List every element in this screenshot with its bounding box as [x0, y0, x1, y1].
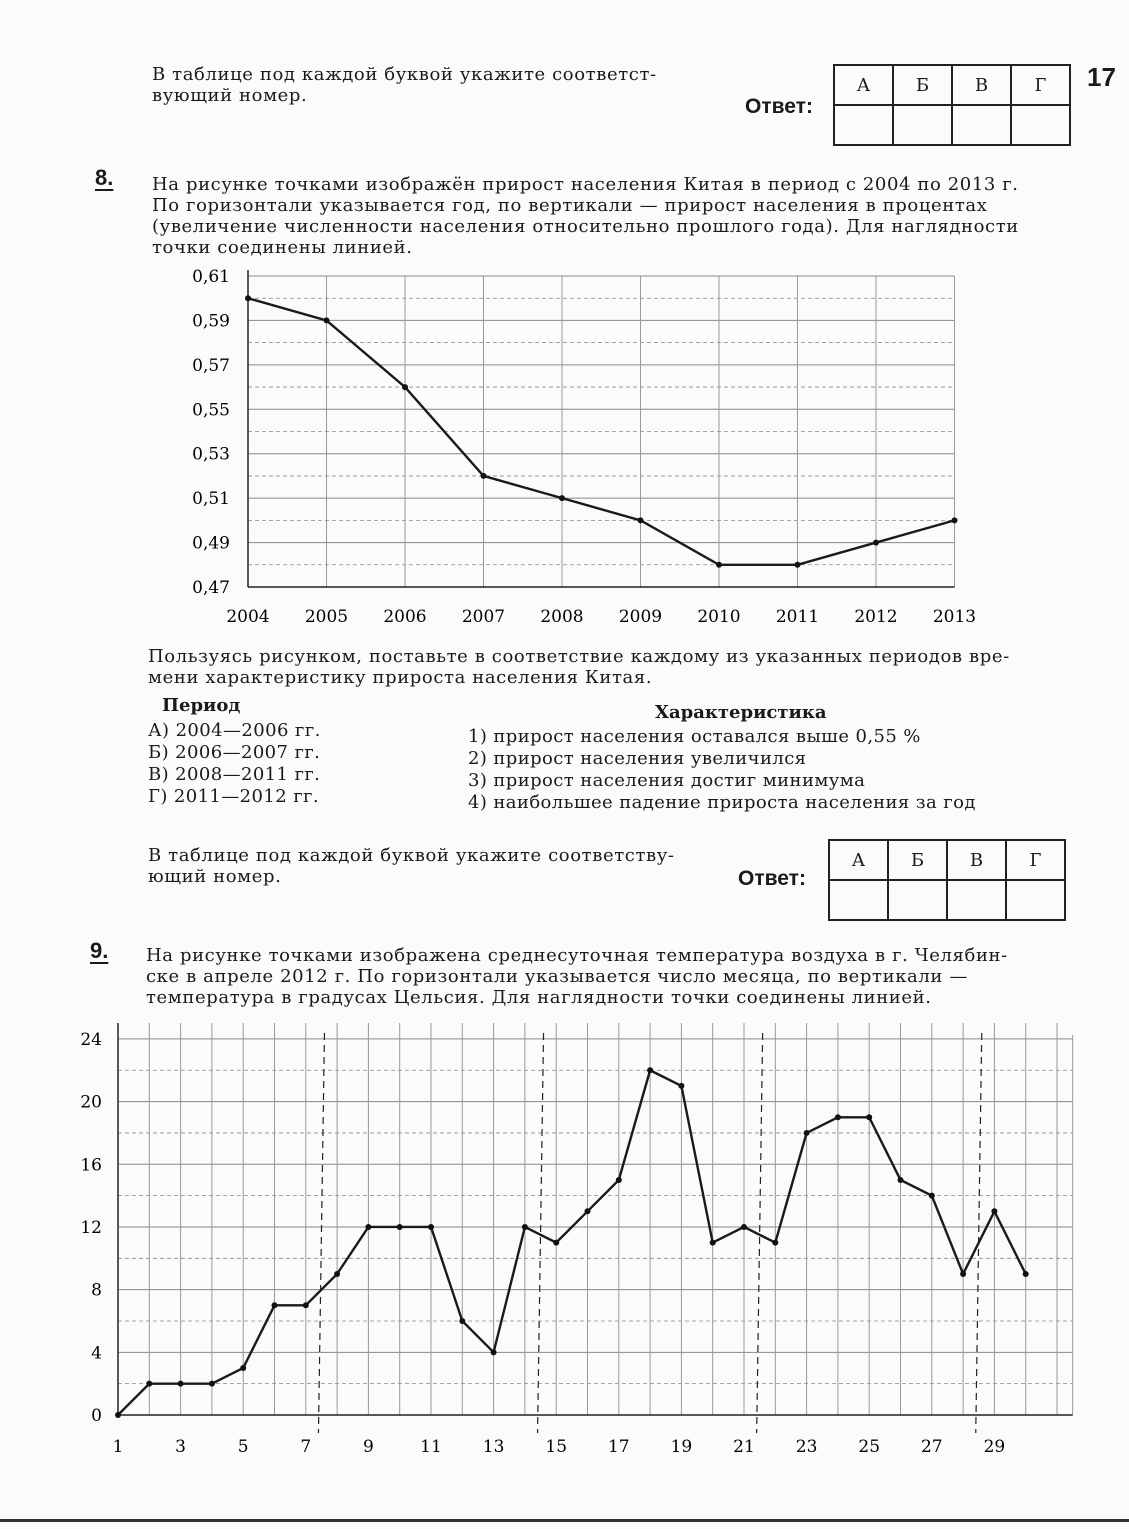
data-point [491, 1349, 497, 1355]
period-item: Б) 2006—2007 гг. [148, 742, 321, 763]
answer-letter: А [834, 65, 893, 105]
y-tick-label: 4 [91, 1343, 102, 1364]
data-point [898, 1177, 904, 1183]
task8-answer-label: Ответ: [738, 867, 806, 890]
data-point [428, 1224, 434, 1230]
x-tick-label: 2012 [854, 607, 898, 627]
task8-text: На рисунке точками изображён прирост населения Китая в период с 2004 по 2013 г. По горизонтали указывается год, по вертикали — прирост населения в процентах (увеличение численности населения относительно прошлого года). Для наглядности точки соединены линией. [152, 174, 1019, 258]
data-point [710, 1240, 716, 1246]
data-point [240, 1365, 246, 1371]
answer-letter: Г [1006, 840, 1065, 880]
y-tick-label: 0,57 [192, 355, 230, 376]
x-tick-label: 15 [545, 1437, 568, 1457]
data-point [365, 1224, 371, 1230]
data-point [960, 1271, 966, 1277]
task9-text: На рисунке точками изображена среднесуточная температура воздуха в г. Челябин- ске в апреле 2012 г. По горизонтали указывается число месяца, по вертикали — температура в градусах Цельсия. Для наглядности точки соединены линией. [146, 945, 1008, 1008]
data-point [772, 1240, 778, 1246]
period-header: Период [162, 695, 241, 716]
x-tick-label: 2006 [383, 607, 427, 627]
task8-number: 8. [95, 165, 114, 190]
data-point [397, 1224, 403, 1230]
data-point [1023, 1271, 1029, 1277]
data-point [616, 1177, 622, 1183]
x-tick-label: 11 [420, 1437, 442, 1457]
task8-instruction: В таблице под каждой буквой укажите соответству- ющий номер. [148, 845, 675, 887]
data-point [929, 1193, 935, 1199]
y-tick-label: 0,61 [192, 267, 230, 287]
x-tick-label: 27 [920, 1437, 943, 1457]
answer-letter: В [947, 840, 1006, 880]
data-point [115, 1412, 121, 1418]
period-item: В) 2008—2011 гг. [148, 764, 321, 785]
period-item: А) 2004—2006 гг. [148, 720, 321, 741]
characteristic-item: 4) наибольшее падение прироста населения за год [468, 792, 976, 813]
characteristic-header: Характеристика [655, 702, 827, 723]
x-tick-label: 25 [858, 1437, 881, 1457]
x-tick-label: 2010 [697, 607, 741, 627]
x-tick-label: 2005 [304, 607, 349, 627]
x-tick-label: 23 [795, 1437, 818, 1457]
x-tick-label: 2013 [932, 607, 977, 627]
week-separator [318, 1033, 324, 1433]
data-point [866, 1114, 872, 1120]
y-tick-label: 8 [91, 1280, 102, 1301]
characteristic-item: 1) прирост населения оставался выше 0,55 % [468, 726, 921, 747]
x-tick-label: 19 [670, 1437, 693, 1457]
x-tick-label: 2009 [618, 607, 663, 627]
characteristic-item: 3) прирост населения достиг минимума [468, 770, 866, 791]
week-separator [976, 1033, 982, 1433]
y-tick-label: 0,49 [192, 533, 230, 554]
data-point [585, 1208, 591, 1214]
data-point [647, 1067, 653, 1073]
y-tick-label: 24 [80, 1029, 102, 1050]
answer-letter: Б [893, 65, 952, 105]
x-tick-label: 29 [983, 1437, 1006, 1457]
series-line [118, 1070, 1026, 1415]
data-point [334, 1271, 340, 1277]
x-tick-label: 3 [175, 1437, 187, 1457]
data-point [553, 1240, 559, 1246]
y-tick-label: 20 [80, 1092, 102, 1113]
x-tick-label: 5 [237, 1437, 249, 1457]
y-tick-label: 0,47 [192, 578, 230, 598]
answer-letter: Б [888, 840, 947, 880]
characteristic-item: 2) прирост населения увеличился [468, 748, 807, 769]
x-tick-label: 2004 [226, 607, 270, 627]
data-point [209, 1381, 215, 1387]
data-point [991, 1208, 997, 1214]
y-tick-label: 16 [80, 1155, 102, 1176]
x-tick-label: 1 [112, 1437, 124, 1457]
x-tick-label: 9 [362, 1437, 374, 1457]
page-number: 17 [1087, 62, 1116, 92]
data-point [146, 1381, 152, 1387]
x-tick-label: 2007 [461, 607, 506, 627]
y-tick-label: 0,51 [192, 489, 230, 510]
data-point [835, 1114, 841, 1120]
top-instruction: В таблице под каждой буквой укажите соответст- вующий номер. [152, 64, 657, 106]
data-point [678, 1083, 684, 1089]
answer-letter: Г [1011, 65, 1070, 105]
answer-letter: В [952, 65, 1011, 105]
task9-number: 9. [90, 938, 109, 963]
data-point [804, 1130, 810, 1136]
data-point [741, 1224, 747, 1230]
data-point [272, 1302, 278, 1308]
y-tick-label: 0,55 [192, 400, 230, 421]
y-tick-label: 0,53 [192, 444, 230, 465]
x-tick-label: 13 [482, 1437, 505, 1457]
y-tick-label: 0,59 [192, 311, 230, 332]
x-tick-label: 21 [733, 1437, 755, 1457]
data-point [459, 1318, 465, 1324]
y-tick-label: 12 [80, 1217, 102, 1238]
x-tick-label: 7 [300, 1437, 312, 1457]
y-tick-label: 0 [91, 1406, 102, 1426]
data-point [522, 1224, 528, 1230]
x-tick-label: 2011 [775, 607, 820, 627]
data-point [303, 1302, 309, 1308]
data-point [178, 1381, 184, 1387]
bottom-rule [0, 1519, 1129, 1522]
period-item: Г) 2011—2012 гг. [148, 786, 319, 807]
task8-question: Пользуясь рисунком, поставьте в соответствие каждому из указанных периодов вре- мени характеристику прироста населения Китая. [148, 646, 1010, 688]
x-tick-label: 2008 [540, 607, 584, 627]
x-tick-label: 17 [607, 1437, 630, 1457]
top-answer-label: Ответ: [745, 95, 813, 118]
answer-letter: А [829, 840, 888, 880]
